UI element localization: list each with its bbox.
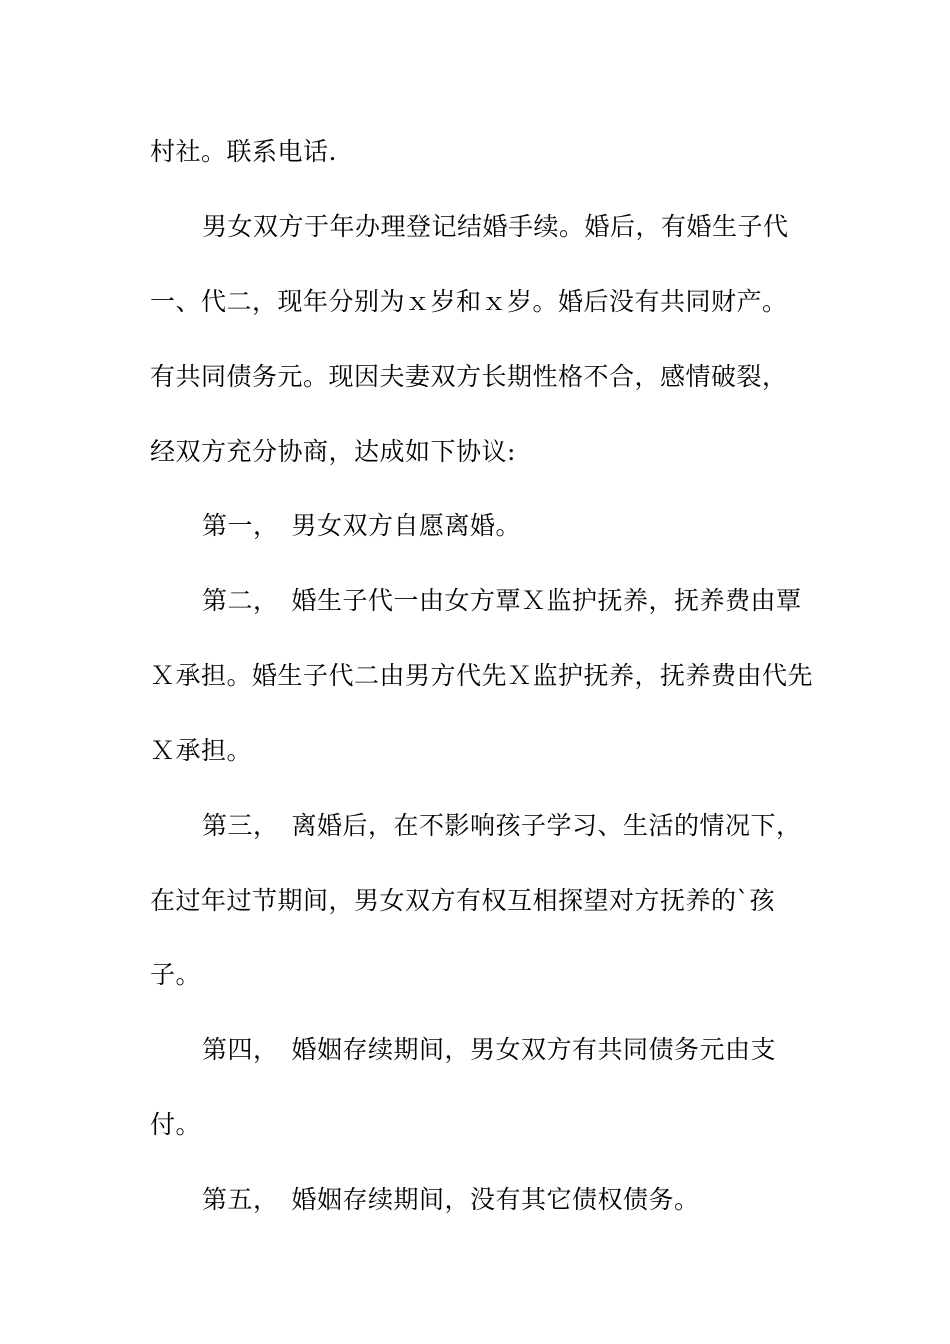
text-line: 村社。联系电话. <box>150 137 337 166</box>
text-line: 子。 <box>150 960 202 989</box>
text-line: 经双方充分协商，达成如下协议: <box>150 437 516 466</box>
clause-1: 第一， 男女双方自愿离婚。 <box>202 511 522 540</box>
paragraph-start: 男女双方于年办理登记结婚手续。婚后，有婚生子代 <box>202 212 789 241</box>
text-line: 有共同债务元。现因夫妻双方长期性格不合，感情破裂， <box>150 362 788 391</box>
clause-4: 第四， 婚姻存续期间，男女双方有共同债务元由支 <box>202 1035 777 1064</box>
text-line: 在过年过节期间，男女双方有权互相探望对方抚养的`孩 <box>150 886 776 915</box>
text-line: 付。 <box>150 1110 202 1139</box>
clause-5: 第五， 婚姻存续期间，没有其它债权债务。 <box>202 1185 700 1214</box>
clause-3: 第三， 离婚后，在不影响孩子学习、生活的情况下， <box>202 811 802 840</box>
text-line: 一、代二，现年分别为ｘ岁和ｘ岁。婚后没有共同财产。 <box>150 287 788 316</box>
text-line: Ｘ承担。 <box>150 736 253 765</box>
text-line: Ｘ承担。婚生子代二由男方代先Ｘ监护抚养，抚养费由代先 <box>150 661 814 690</box>
clause-2: 第二， 婚生子代一由女方覃Ｘ监护抚养，抚养费由覃 <box>202 586 802 615</box>
